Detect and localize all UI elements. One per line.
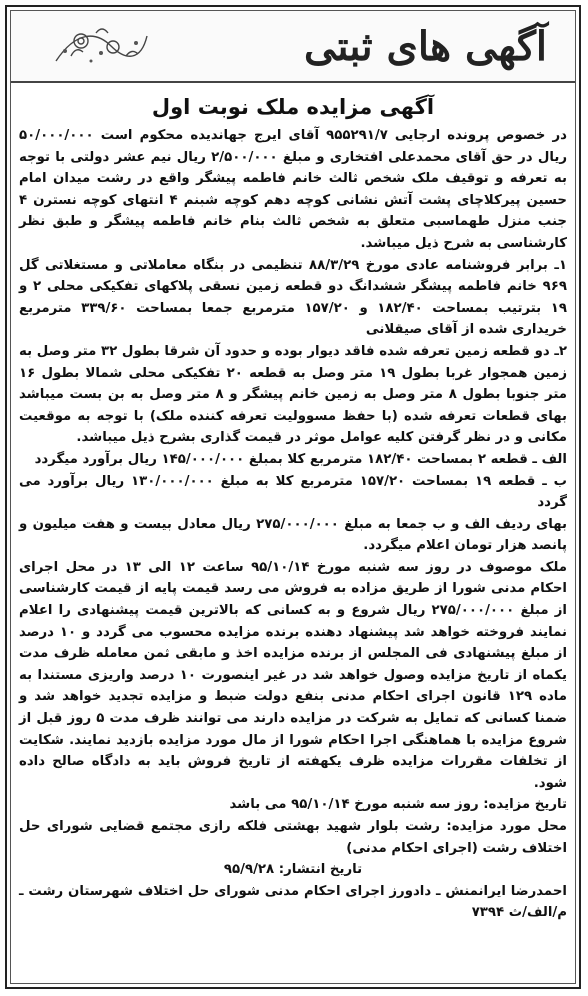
paragraph-item-2: ۲ـ دو قطعه زمین تعرفه شده فاقد دیوار بوده و حدود آن شرقا بطول ۳۲ متر وصل به زمین همجوار غربا بطول ۱۹ متر وصل به قطعه ۲۰ تفکیکی محلی شمالا بطول ۱۶ متر جنوبا بطول ۸ متر وصل به زمین خانم پیشگر و ۸ متر وصل به بن بست میباشد بهای قطعات تعرفه شده (با حفظ مسوولیت تعرفه کننده ملک) با توجه به موقعیت مکانی و در نظر گرفتن کلیه عوامل موثر در قیمت گذاری بشرح ذیل میباشد. xyxy=(19,343,568,446)
floral-ornament-icon xyxy=(51,21,151,71)
paragraph-item-1: ۱ـ برابر فروشنامه عادی مورخ ۸۸/۳/۲۹ تنظیمی در بنگاه معاملاتی و مستغلاتی گل ۹۶۹ خانم فاطمه پیشگر ششدانگ دو قطعه زمین نسقی پلاکهای تفکیکی محلی ۲ و ۱۹ بترتیب بمساحت ۱۸۲/۴۰ و ۱۵۷/۲۰ مترمربع جمعا بمساحت ۳۳۹/۶۰ مترمربع خریداری شده از آقای صیقلانی xyxy=(19,257,567,338)
valuation-line-b: ب ـ قطعه ۱۹ بمساحت ۱۵۷/۲۰ مترمربع کلا به مبلغ ۱۳۰/۰۰۰/۰۰۰ ریال برآورد می گردد xyxy=(19,473,567,511)
paragraph-intro: در خصوص پرونده ارجایی ۹۵۵۲۹۱/۷ آقای ایرج جهاندیده محکوم است ۵۰/۰۰۰/۰۰۰ ریال در حق آقای محمدعلی افتخاری و مبلغ ۲/۵۰۰/۰۰۰ ریال نیم عشر دولتی با توجه به تعرفه و توقیف ملک شخص ثالث خانم فاطمه پیشگر واقع در رشت میدان امام حسین پیرکلاچای پشت آتش نشانی کوچه دهم کوچه شبنم ۴ انتهای کوچه نسترن ۴ جنب منزل طهماسبی متعلق به شخص ثالث بنام خانم فاطمه پیشگر و طبق نظر کارشناسی به شرح ذیل میباشد. xyxy=(19,128,568,251)
publish-date: تاریخ انتشار: ۹۵/۹/۲۸ xyxy=(223,862,363,878)
auction-terms: ملک موصوف در روز سه شنبه مورخ ۹۵/۱۰/۱۴ ساعت ۱۲ الی ۱۳ در محل اجرای احکام مدنی شورا از طریق مزاده به فروش می رسد قیمت پایه از قیمت کارشناسی از مبلغ ۲۷۵/۰۰۰/۰۰۰ ریال شروع و به کسانی که بالاترین قیمت پیشنهادی را اعلام نمایند فروخته خواهد شد پیشنهاد دهنده برنده مزایده محسوب می گردد و ۱۰ درصد از مبلغ پیشنهادی فی المجلس از برنده مزایده اخذ و مابقی ثمن معامله ظرف مدت یکماه از تاریخ مزایده وصول خواهد شد در غیر اینصورت ۱۰ درصد واریزی مستندا به ماده ۱۲۹ قانون اجرای احکام مدنی بنفع دولت ضبط و مزایده تجدید خواهد شد و ضمنا کسانی که تمایل به شرکت در مزایده دارند می توانند ظرف مدت ۵ روز قبل از شروع مزایده با هماهنگی اجرا احکام شورا از مال مورد مزایده بازدید نمایند. شکایت از تخلفات مقررات مزایده ظرف یکهفته از تاریخ فروش باید به دادگاه صالح داده شود. xyxy=(19,559,568,791)
section-banner xyxy=(11,11,575,83)
auction-date: تاریخ مزایده: روز سه شنبه مورخ ۹۵/۱۰/۱۴ می باشد xyxy=(229,797,567,813)
notice-inner xyxy=(10,10,576,984)
signature: احمدرضا ایرانمنش ـ دادورز اجرای احکام مدنی شورای حل اختلاف شهرستان رشت ـ م/الف/ث ۷۳۹۴ xyxy=(19,883,567,921)
notice-title: آگهی مزایده ملک نوبت اول xyxy=(151,95,435,119)
auction-location: محل مورد مزایده: رشت بلوار شهید بهشتی فلکه رازی مجتمع قضایی شورای حل اختلاف رشت (اجرای احکام مدنی) xyxy=(19,819,567,856)
notice-body xyxy=(11,125,575,924)
valuation-total: بهای ردیف الف و ب جمعا به مبلغ ۲۷۵/۰۰۰/۰۰۰ ریال معادل بیست و هفت میلیون و پانصد هزار تومان اعلام میگردد. xyxy=(19,516,567,554)
notice-frame xyxy=(5,5,581,989)
valuation-line-a: الف ـ قطعه ۲ بمساحت ۱۸۲/۴۰ مترمربع کلا بمبلغ ۱۴۵/۰۰۰/۰۰۰ ریال برآورد میگردد xyxy=(34,451,567,467)
banner-title: آگهی های ثبتی xyxy=(304,22,547,70)
